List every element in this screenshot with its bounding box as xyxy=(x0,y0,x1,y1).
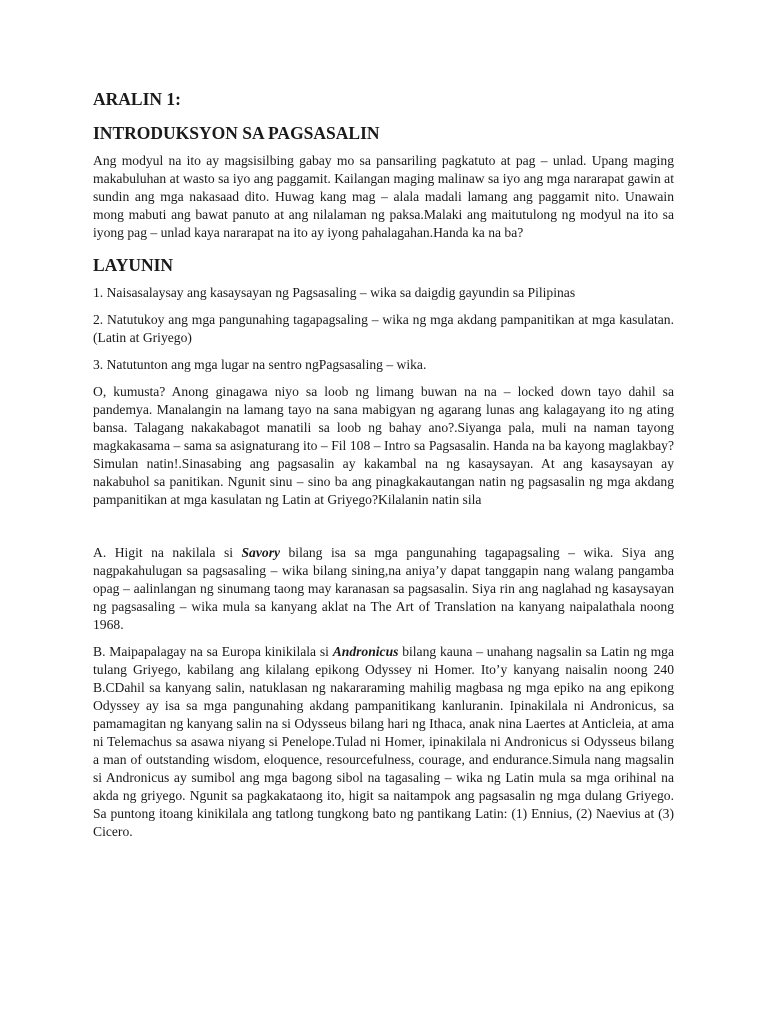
objective-item-3: 3. Natutunton ang mga lugar na sentro ngPagsasaling – wika. xyxy=(93,357,427,372)
lesson-title: INTRODUKSYON SA PAGSASALIN xyxy=(93,123,380,143)
section-b-text-before: B. Maipapalagay na sa Europa kinikilala si xyxy=(93,644,333,659)
section-a-text-before: A. Higit na nakilala si xyxy=(93,545,242,560)
section-b-name: Andronicus xyxy=(332,644,399,659)
paragraph-gap xyxy=(93,509,674,544)
section-a-name: Savory xyxy=(241,545,281,560)
lesson-label: ARALIN 1: xyxy=(93,89,181,109)
objective-item-2: 2. Natutukoy ang mga pangunahing tagapagsaling – wika ng mga akdang pampanitikan at mga kasulatan. (Latin at Griyego) xyxy=(93,312,674,345)
greeting-paragraph: O, kumusta? Anong ginagawa niyo sa loob ng limang buwan na na – locked down tayo dahil sa pandemya. Manalangin na lamang tayo na sana mabigyan ng agarang lunas ang kalagayang ito ng ating bansa. Talagang nakakabagot manatili sa loob ng bahay ano?.Siyanga pala, muli na naman tayong magkakasama – sama sa asignaturang ito – Fil 108 – Intro sa Pagsasalin. Handa na ba kayong maglakbay? Simulan natin!.Sinasabing ang pagsasalin ay kakambal na ng kasaysayan. At ang kasaysayan ay nakabuhol sa panitikan. Ngunit sinu – sino ba ang pinagkakautangan natin ng pagsasalin ng mga akdang pampanitikan at mga kasulatan ng Latin at Griyego?Kilalanin natin sila xyxy=(93,384,674,507)
intro-paragraph: Ang modyul na ito ay magsisilbing gabay mo sa pansariling pagkatuto at pag – unlad. Upang maging makabuluhan at wasto sa iyo ang paggamit. Kailangan maging malinaw sa iyo ang mga nararapat gawin at sundin ang mga nakasaad dito. Huwag kang mag – alala madali lamang ang paggamit nito. Unawain mong mabuti ang bawat panuto at ang nilalaman ng paksa.Malaki ang maitutulong ng modyul na ito sa iyong pag – unlad kaya nararapat na ito ay iyong pahalagahan.Handa ka na ba? xyxy=(93,153,674,240)
section-b-text-after: bilang kauna – unahang nagsalin sa Latin ng mga tulang Griyego, kabilang ang kilalang epikong Odyssey ni Homer. Ito’y kanyang naisalin noong 240 B.CDahil sa kanyang salin, natuklasan ng nakararaming mahilig magbasa ng mga epiko na ang epikong Odyssey ay isa sa mga pangunahing akdang pampanitikang kanluranin. Ipinakilala ni Andronicus, sa pamamagitan ng kanyang salin na si Odysseus bilang hari ng Ithaca, anak nina Laertes at Anticleia, at ama ni Telemachus sa asawa niyang si Penelope.Tulad ni Homer, ipinakilala ni Andronicus si Odysseus bilang a man of outstanding wisdom, eloquence, resourcefulness, courage, and endurance.Simula nang magsalin si Andronicus ay sumibol ang mga bagong sibol na tagasaling – wika ng Latin mula sa mga orihinal na akda ng griyego. Ngunit sa pagkakataong ito, higit sa naitampok ang pagsasalin ng mga dulang Griyego. Sa puntong itoang kinikilala ang tatlong tungkong bato ng pantikang Latin: (1) Ennius, (2) Naevius at (3) Cicero. xyxy=(93,644,674,839)
section-b-paragraph xyxy=(93,643,674,841)
objectives-heading: LAYUNIN xyxy=(93,255,174,275)
objective-item-1: 1. Naisasalaysay ang kasaysayan ng Pagsasaling – wika sa daigdig gayundin sa Pilipinas xyxy=(93,285,576,300)
section-a-paragraph xyxy=(93,544,674,634)
document-page xyxy=(93,88,674,841)
section-a-text-after: bilang isa sa mga pangunahing tagapagsaling – wika. Siya ang nagpakahulugan sa pagsasaling – wika bilang sining,na aniya’y dapat tanggapin nang walang pangamba opag – aalinlangan ng sinumang taong may karanasan sa pagsasalin. Siya rin ang naglahad ng kasaysayan ng pagsasaling – wika mula sa kanyang aklat na The Art of Translation na kanyang naipalathala noong 1968. xyxy=(93,545,675,632)
